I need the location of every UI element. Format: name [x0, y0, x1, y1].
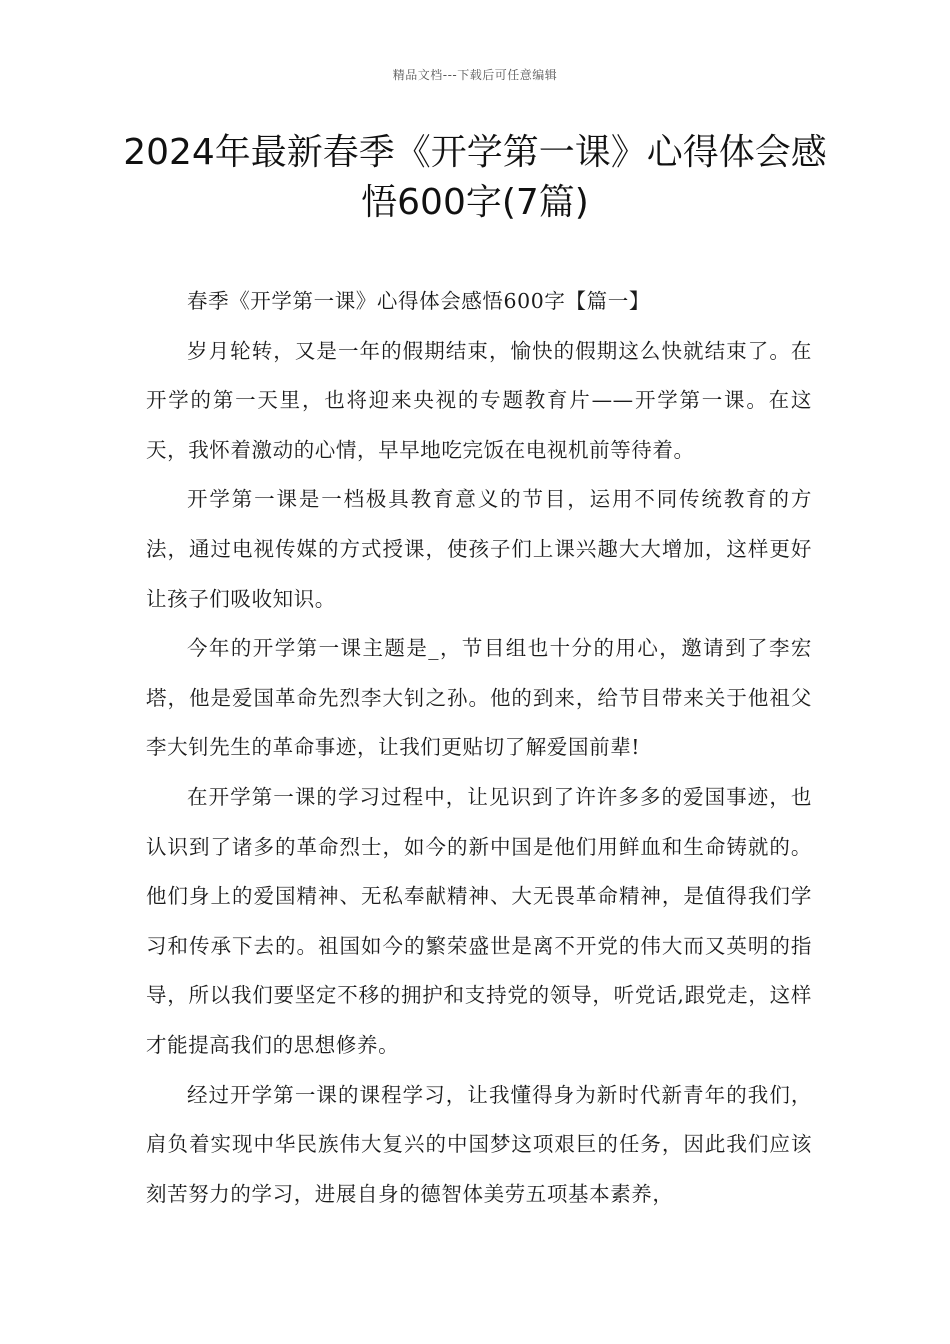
section-heading: 春季《开学第一课》心得体会感悟600字【篇一】: [187, 289, 650, 313]
document-body: [146, 277, 812, 1219]
body-paragraph: 经过开学第一课的课程学习，让我懂得身为新时代新青年的我们，肩负着实现中华民族伟大复兴的中国梦这项艰巨的任务，因此我们应该刻苦努力的学习，进展自身的德智体美劳五项基本素养，: [146, 1082, 812, 1206]
body-paragraph: 在开学第一课的学习过程中，让见识到了许许多多的爱国事迹，也认识到了诸多的革命烈士，如今的新中国是他们用鲜血和生命铸就的。他们身上的爱国精神、无私奉献精神、大无畏革命精神，是值得我们学习和传承下去的。祖国如今的繁荣盛世是离不开党的伟大而又英明的指导，所以我们要坚定不移的拥护和支持党的领导，听党话,跟党走，这样才能提高我们的思想修养。: [146, 784, 812, 1057]
body-paragraph: 岁月轮转，又是一年的假期结束，愉快的假期这么快就结束了。在开学的第一天里，也将迎来央视的专题教育片——开学第一课。在这天，我怀着激动的心情，早早地吃完饭在电视机前等待着。: [146, 338, 812, 462]
document-title: 2024年最新春季《开学第一课》心得体会感悟600字(7篇): [123, 132, 827, 223]
body-paragraph: 今年的开学第一课主题是_，节目组也十分的用心，邀请到了李宏塔，他是爱国革命先烈李大钊之孙。他的到来，给节目带来关于他祖父李大钊先生的革命事迹，让我们更贴切了解爱国前辈!: [146, 636, 812, 760]
body-paragraph: 开学第一课是一档极具教育意义的节目，运用不同传统教育的方法，通过电视传媒的方式授课，使孩子们上课兴趣大大增加，这样更好让孩子们吸收知识。: [146, 487, 812, 611]
page-header-note: 精品文档---下载后可任意编辑: [392, 68, 558, 82]
